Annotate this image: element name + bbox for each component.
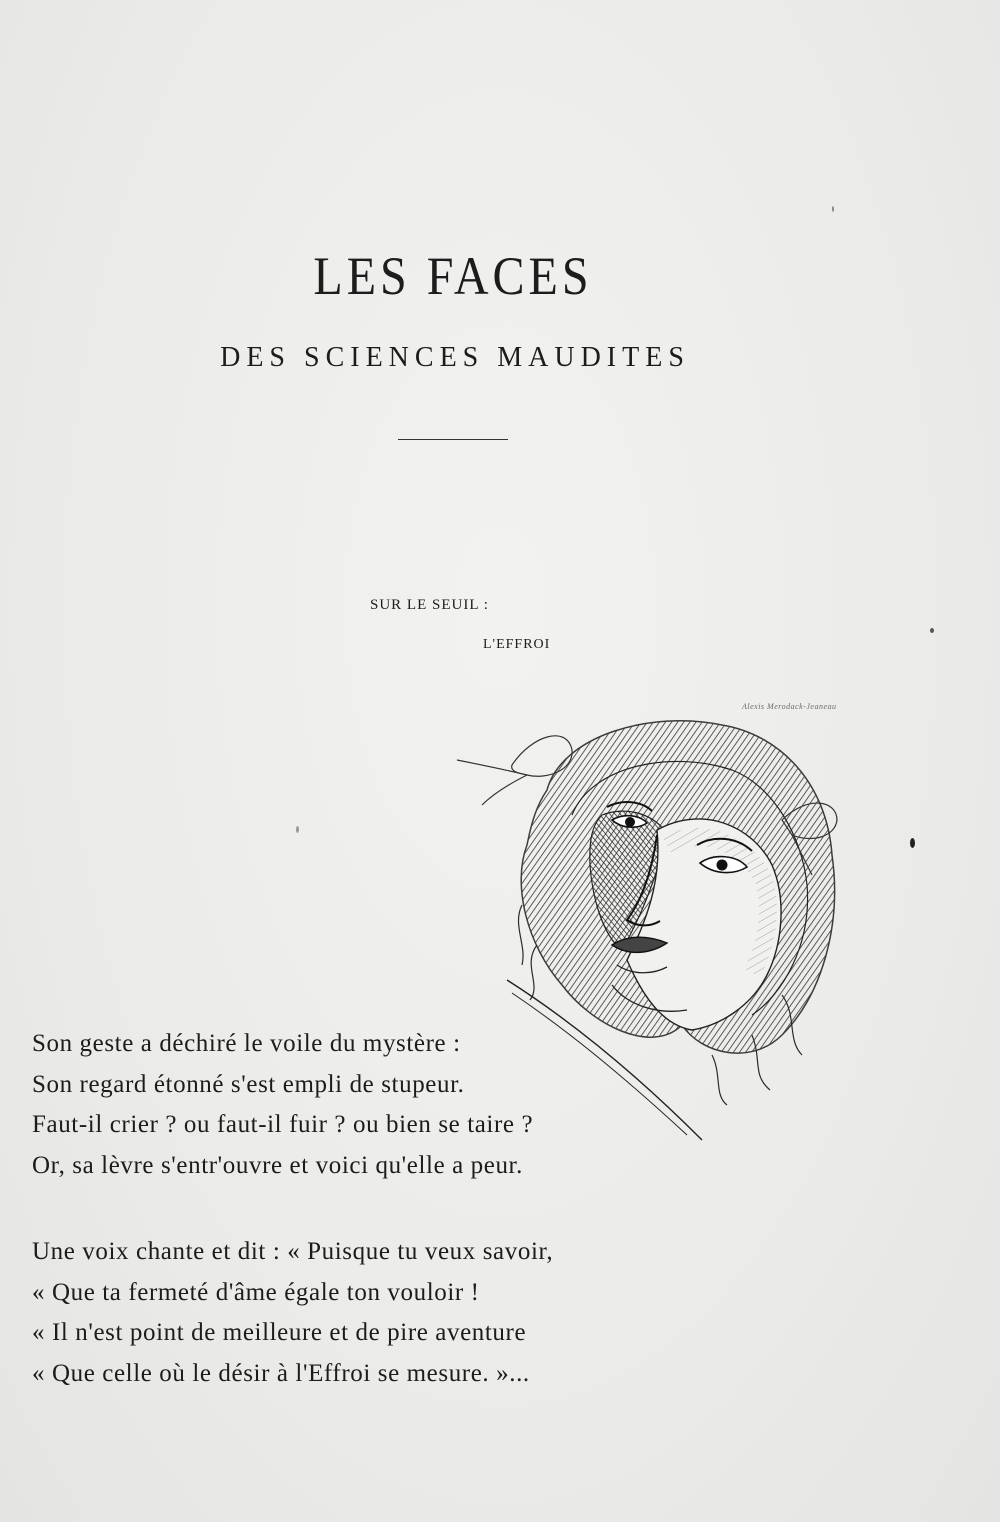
section-heading: SUR LE SEUIL : — [370, 597, 489, 613]
page-title: LES FACES — [313, 247, 593, 307]
poem-line: « Que ta fermeté d'âme égale ton vouloir ! — [32, 1278, 480, 1306]
paper-speck — [930, 628, 934, 633]
poem-line: Son regard étonné s'est empli de stupeur. — [32, 1070, 465, 1098]
poem-line: « Il n'est point de meilleure et de pire aventure — [32, 1319, 527, 1346]
poem-stanza-1 — [32, 1024, 533, 1186]
poem-stanza-2 — [32, 1232, 553, 1394]
paper-speck — [832, 206, 834, 212]
poem-line: Or, sa lèvre s'entr'ouvre et voici qu'elle a peur. — [32, 1151, 523, 1179]
page-subtitle: DES SCIENCES MAUDITES — [220, 342, 690, 373]
poem-line: Une voix chante et dit : « Puisque tu veux savoir, — [32, 1238, 554, 1265]
poem-line: « Que celle où le désir à l'Effroi se mesure. »... — [32, 1359, 530, 1387]
artist-signature: Alexis Merodack-Jeaneau — [742, 702, 837, 711]
title-divider — [398, 439, 508, 440]
paper-speck — [296, 826, 299, 833]
paper-speck — [910, 838, 915, 848]
poem-line: Faut-il crier ? ou faut-il fuir ? ou bien se taire ? — [32, 1111, 534, 1138]
section-subheading: L'EFFROI — [483, 637, 551, 652]
poem-line: Son geste a déchiré le voile du mystère : — [32, 1030, 461, 1057]
